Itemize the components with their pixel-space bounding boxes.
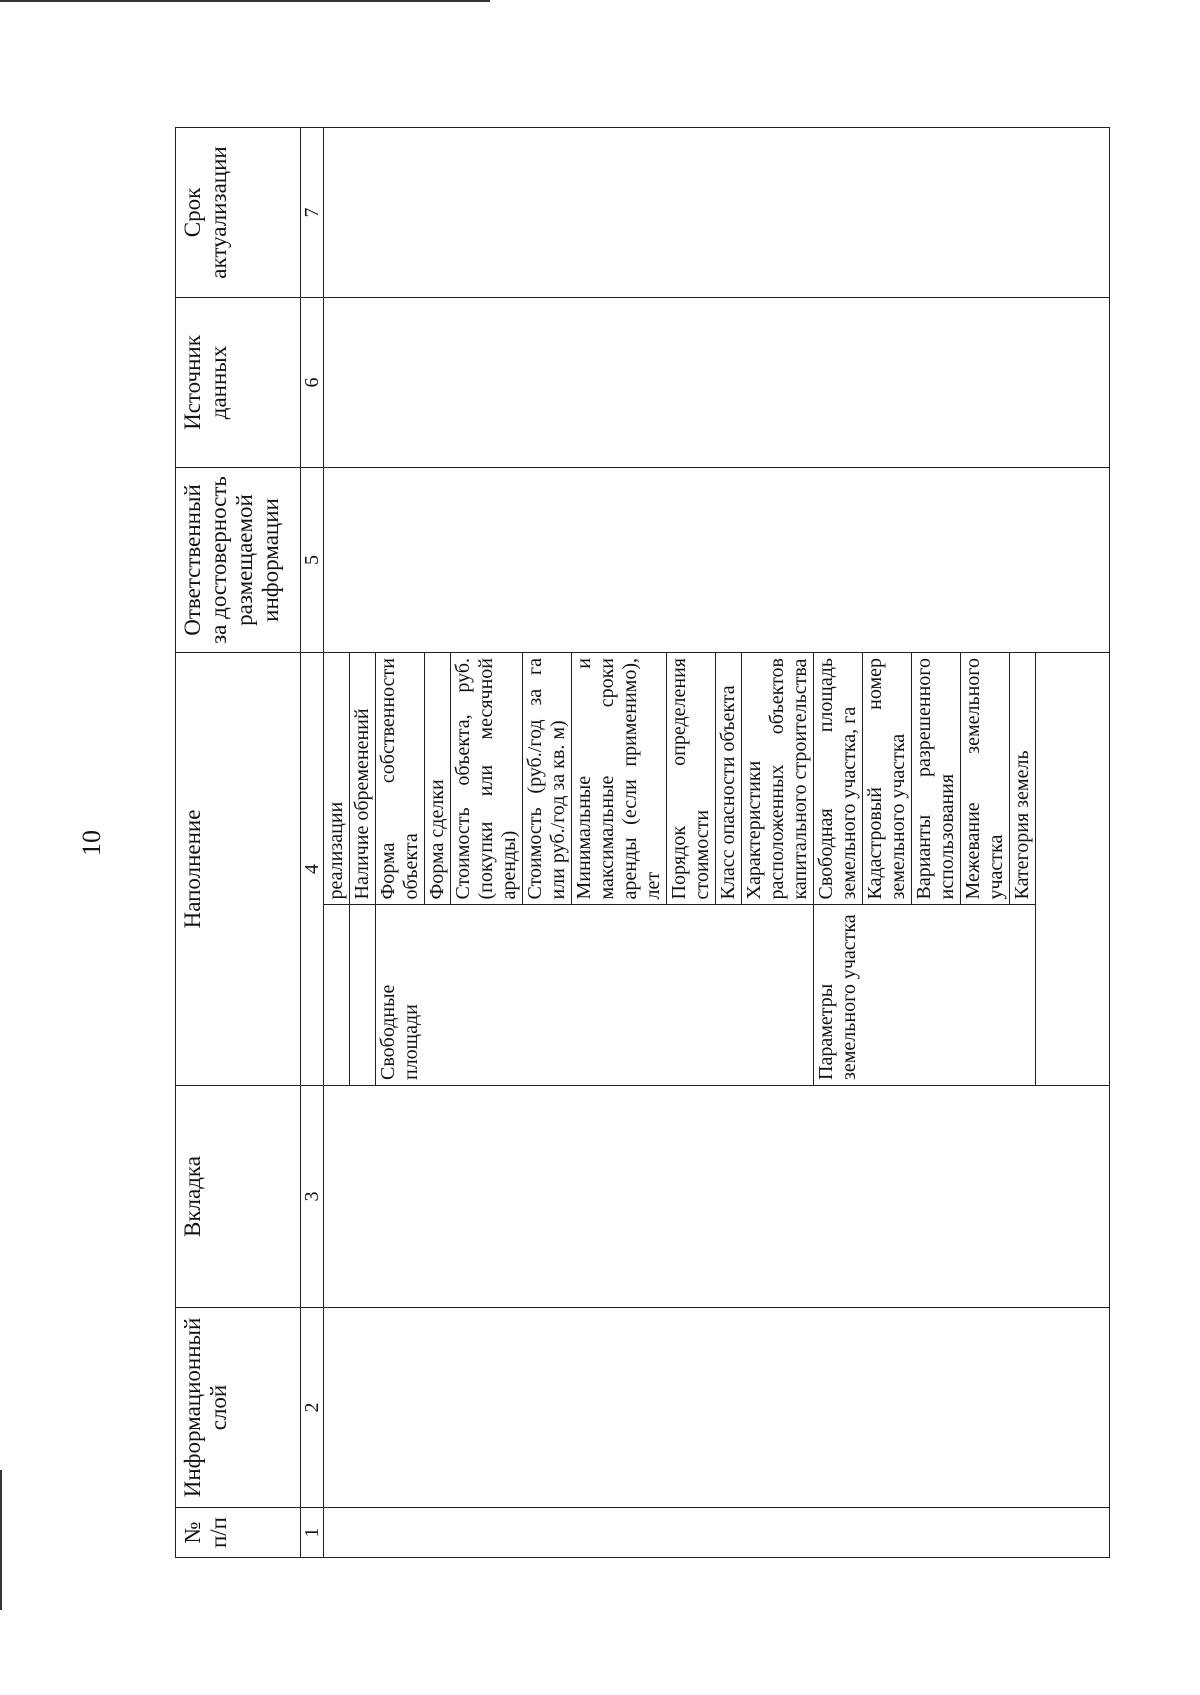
col-header-update-period: Срок актуализации <box>176 128 301 298</box>
scan-edge-top <box>0 0 490 2</box>
list-item <box>376 653 425 1085</box>
cell-responsible <box>324 468 1110 653</box>
column-number-row <box>301 128 324 1558</box>
content-item: реализации <box>324 653 350 905</box>
cell-update-period <box>324 128 1110 298</box>
content-item: Наличие обременений <box>350 653 376 905</box>
cell-content <box>324 653 1110 1086</box>
content-item: Категория земель <box>1010 653 1036 905</box>
content-item: Кадастровый номер земельного участка <box>863 653 912 905</box>
cell-number <box>324 1508 1110 1558</box>
page-number: 10 <box>77 830 106 856</box>
content-item: Свободная площадь земельного участка, га <box>814 653 863 905</box>
cell-tab <box>324 1086 1110 1308</box>
col-header-content: Наполнение <box>176 653 301 1086</box>
col-header-layer: Информационный слой <box>176 1308 301 1508</box>
content-item: Форма сделки <box>425 653 451 905</box>
col-header-number: № п/п <box>176 1508 301 1558</box>
header-row <box>176 128 301 1558</box>
content-item: Порядок определения стоимости <box>667 653 716 905</box>
list-item <box>324 653 350 1085</box>
content-item: Варианты разрешенного использования <box>912 653 961 905</box>
list-item <box>350 653 376 1085</box>
rotated-table-container <box>175 128 1110 1558</box>
subgroup-land-params: Параметры земельного участка <box>814 905 1036 1085</box>
column-number: 2 <box>301 1308 324 1508</box>
content-item: Минимальные и максимальные сроки аренды (если применимо), лет <box>572 653 667 905</box>
content-item: Характеристики расположенных объектов капитального строительства <box>742 653 814 905</box>
subgroup-blank <box>350 905 376 1085</box>
content-item: Класс опасности объекта <box>716 653 742 905</box>
table-row <box>324 128 1110 1558</box>
scan-edge-left <box>0 1470 2 1610</box>
info-layers-table <box>175 127 1110 1558</box>
column-number: 7 <box>301 128 324 298</box>
content-item: Форма собственности объекта <box>376 653 425 905</box>
cell-layer <box>324 1308 1110 1508</box>
content-item: Стоимость объекта, руб. (покупки или месячной аренды) <box>451 653 523 905</box>
subgroup-blank <box>324 905 350 1085</box>
subgroup-free-areas: Свободные площади <box>376 905 814 1085</box>
column-number: 6 <box>301 298 324 468</box>
list-item <box>814 653 863 1085</box>
cell-source <box>324 298 1110 468</box>
col-header-source: Источник данных <box>176 298 301 468</box>
column-number: 4 <box>301 653 324 1086</box>
content-subtable <box>324 653 1036 1085</box>
content-item: Межевание земельного участка <box>961 653 1010 905</box>
column-number: 3 <box>301 1086 324 1308</box>
content-item: Стоимость (руб./год за га или руб./год за кв. м) <box>523 653 572 905</box>
column-number: 1 <box>301 1508 324 1558</box>
column-number: 5 <box>301 468 324 653</box>
col-header-tab: Вкладка <box>176 1086 301 1308</box>
col-header-responsible: Ответственный за достоверность размещаемой информации <box>176 468 301 653</box>
